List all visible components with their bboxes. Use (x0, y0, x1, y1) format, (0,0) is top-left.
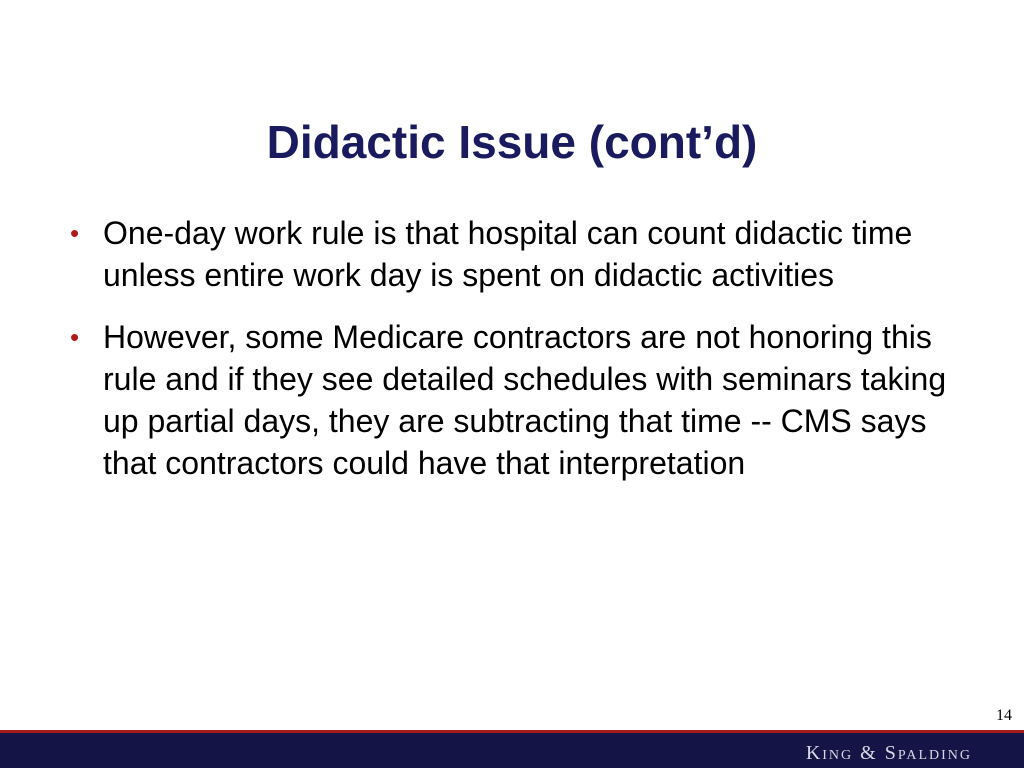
bullet-icon: • (70, 218, 80, 248)
bullet-list (64, 212, 964, 504)
bullet-item (64, 316, 964, 484)
bullet-text: One-day work rule is that hospital can count didactic time unless entire work day is spent on didactic activities (103, 215, 913, 293)
footer-brand-logo: King & Spalding (805, 742, 972, 764)
bullet-icon: • (70, 322, 80, 352)
page-number: 14 (996, 707, 1012, 724)
slide-title: Didactic Issue (cont’d) (266, 116, 758, 168)
bullet-item (64, 212, 964, 296)
bullet-text: However, some Medicare contractors are not honoring this rule and if they see detailed schedules with seminars taking up partial days, they are subtracting that time -- CMS says that contractors could have that interpretation (103, 319, 947, 481)
